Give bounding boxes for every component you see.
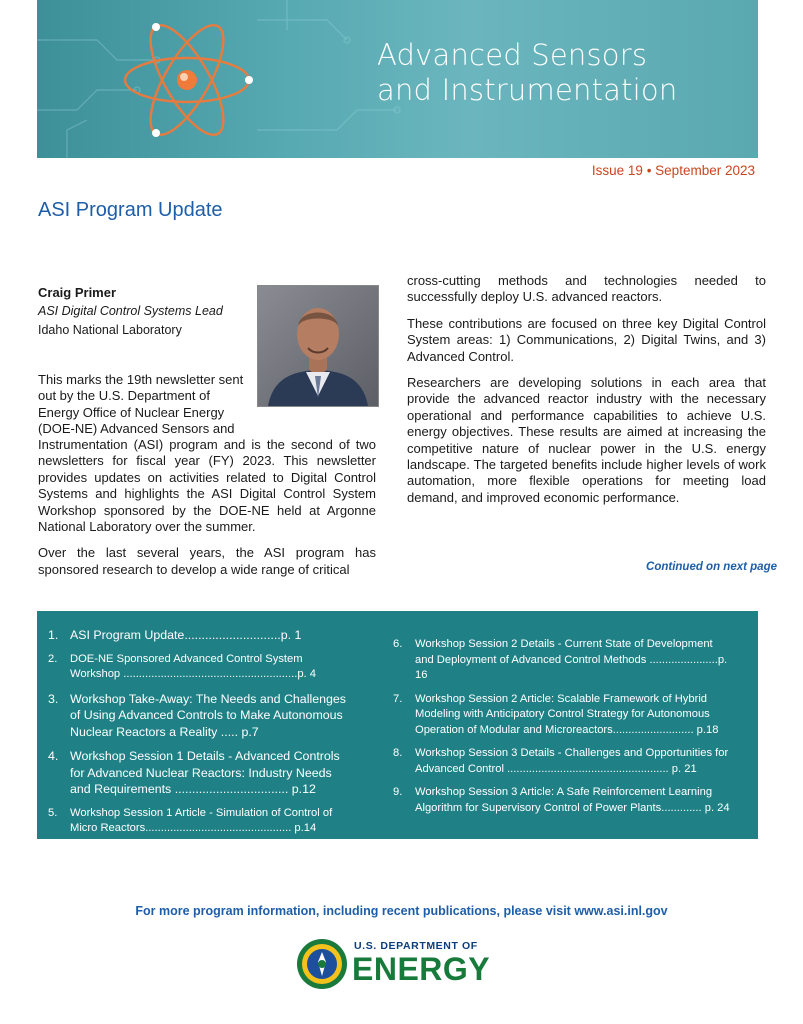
paragraph-cross-cutting: cross-cutting methods and technologies needed to successfully deploy U.S. advanced reactors. <box>407 273 766 305</box>
author-org: Idaho National Laboratory <box>38 323 182 337</box>
toc-item[interactable]: 3. Workshop Take-Away: The Needs and Challenges of Using Advanced Controls to Make Autonomous Nuclear Reactors a Reality ..... p.7 <box>48 691 346 739</box>
paragraph-researchers: Researchers are developing solutions in each area that provide the advanced reactor industry with the necessary operational and performance capabilities to achieve U.S. energy objectives. These results are aimed at increasing the competitive nature of nuclear power in the U.S. energy landscape. The targeted benefits include higher levels of work automation, more flexible operations for meeting load demand, and improved economic performance. <box>407 375 766 505</box>
toc-item[interactable]: 2. DOE-NE Sponsored Advanced Control System Workshop ........................................................p. 4 <box>48 652 316 680</box>
toc-item[interactable]: 7. Workshop Session 2 Article: Scalable Framework of Hybrid Modeling with Anticipatory Control Strategy for Autonomous Operation of Modular and Microreactors.......................... p.18 <box>393 692 719 736</box>
toc-item[interactable]: 1. ASI Program Update............................p. 1 <box>48 628 302 642</box>
toc-item[interactable]: 9. Workshop Session 3 Article: A Safe Reinforcement Learning Algorithm for Supervisory Control of Power Plants............. p. 24 <box>393 786 730 814</box>
continued-note: Continued on next page <box>646 561 777 573</box>
toc-item[interactable]: 4. Workshop Session 1 Details - Advanced Controls for Advanced Nuclear Reactors: Industry Needs and Requirements ................................. p.12 <box>48 749 340 796</box>
paragraph-over-last-years: Over the last several years, the ASI program has sponsored research to develop a wide range of critical <box>38 545 376 577</box>
author-name: Craig Primer <box>38 285 117 300</box>
footer-program-info: For more program information, including recent publications, please visit www.asi.inl.gov <box>135 904 668 918</box>
toc-item[interactable]: 5. Workshop Session 1 Article - Simulation of Control of Micro Reactors............................................... p.14 <box>48 806 333 834</box>
toc-right-list <box>393 637 733 824</box>
author-block <box>38 283 248 340</box>
issue-date: Issue 19 • September 2023 <box>591 163 755 178</box>
author-photo <box>257 285 379 407</box>
left-column-text <box>38 437 376 588</box>
toc-item[interactable]: 8. Workshop Session 3 Details - Challenges and Opportunities for Advanced Control .................................................... p. 21 <box>393 747 729 775</box>
newsletter-title: Advanced Sensors and Instrumentation <box>377 38 678 107</box>
doe-energy-label: ENERGY <box>352 951 491 987</box>
doe-department-label: U.S. DEPARTMENT OF <box>354 940 478 952</box>
table-of-contents <box>37 611 758 839</box>
paragraph-contributions: These contributions are focused on three key Digital Control System areas: 1) Communications, 2) Digital Twins, and 3) Advanced Control. <box>407 315 766 364</box>
intro-paragraph-continued: Instrumentation (ASI) program and is the second of two newsletters for fiscal year (FY) 2023. This newsletter provides updates on activities related to Digital Control Systems and highlights the ASI Digital Control System Workshop sponsored by the DOE-NE held at Argonne National Laboratory over the summer. <box>38 437 376 535</box>
right-column-text <box>407 273 766 516</box>
toc-left-list <box>48 627 348 845</box>
toc-item[interactable]: 6. Workshop Session 2 Details - Current State of Development and Deployment of Advanced Control Methods ......................p. 16 <box>393 638 728 681</box>
header-banner <box>37 0 758 158</box>
page-title: ASI Program Update <box>38 199 223 221</box>
intro-paragraph-start: This marks the 19th newsletter sent out by the U.S. Department of Energy Office of Nuclear Energy (DOE-NE) Advanced Sensors and <box>38 372 244 437</box>
portrait-image <box>258 286 378 406</box>
author-role: ASI Digital Control Systems Lead <box>38 304 223 318</box>
doe-seal-icon <box>296 938 348 990</box>
doe-logo <box>296 938 506 990</box>
